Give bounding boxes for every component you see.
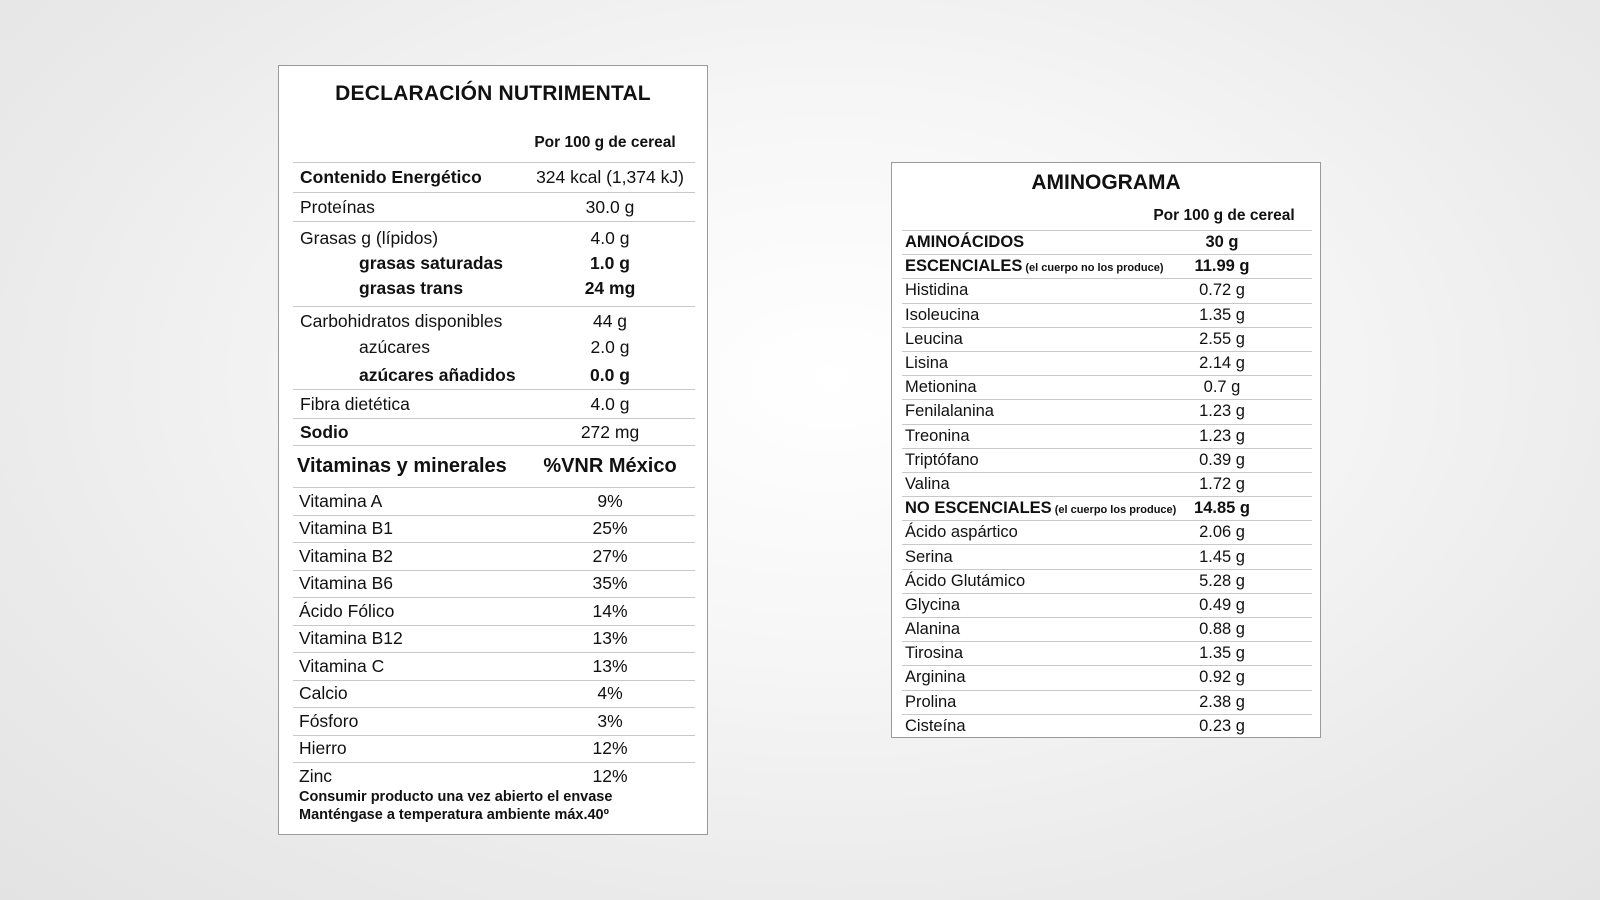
storage-note: Manténgase a temperatura ambiente máx.40º	[299, 807, 609, 823]
carbs-label: Carbohidratos disponibles	[300, 310, 503, 331]
amino-name: Cisteína	[905, 716, 966, 735]
amino-row	[902, 544, 1312, 568]
vitamin-name: Vitamina B6	[299, 573, 394, 594]
non-essential-header-value: 14.85 g	[1194, 499, 1250, 518]
vitamin-row	[293, 625, 695, 653]
protein-label: Proteínas	[300, 196, 375, 217]
vitamins-header-label: Vitaminas y minerales	[297, 455, 507, 477]
carbs-value: 44 g	[592, 310, 628, 331]
amino-row	[902, 327, 1312, 351]
vitamin-row	[293, 570, 695, 598]
vitamin-row	[293, 680, 695, 708]
energy-row	[293, 162, 695, 192]
amino-name: Alanina	[905, 620, 961, 639]
vitamin-name: Fósforo	[299, 710, 359, 731]
amino-name: Tirosina	[905, 644, 964, 663]
vitamin-row	[293, 515, 695, 543]
vitamin-row	[293, 597, 695, 625]
amino-value: 0.49 g	[1199, 595, 1245, 614]
amino-name: Metionina	[905, 378, 977, 397]
essential-header-row	[902, 254, 1312, 278]
amino-value: 2.14 g	[1199, 354, 1245, 373]
vitamin-row	[293, 652, 695, 680]
amino-name: Prolina	[905, 692, 957, 711]
trans-fats-value: 24 mg	[584, 278, 636, 298]
amino-name: Valina	[905, 474, 950, 493]
vitamin-name: Vitamina B1	[299, 518, 394, 539]
energy-label: Contenido Energético	[300, 167, 482, 187]
amino-row	[902, 641, 1312, 665]
fiber-label: Fibra dietética	[300, 393, 410, 414]
vitamin-row	[293, 707, 695, 735]
vitamin-name: Vitamina C	[299, 655, 385, 676]
amino-value: 2.38 g	[1199, 692, 1245, 711]
amino-name: Arginina	[905, 668, 966, 687]
amino-value: 1.35 g	[1199, 305, 1245, 324]
sugars-row	[293, 334, 695, 361]
vitamin-value: 13%	[592, 655, 628, 676]
amino-name: Fenilalanina	[905, 402, 994, 421]
amino-name: Ácido aspártico	[905, 523, 1018, 542]
fats-value: 4.0 g	[590, 228, 630, 248]
vitamins-header-row	[293, 445, 695, 487]
fats-row	[293, 226, 695, 251]
vitamin-value: 12%	[592, 738, 628, 759]
fats-label: Grasas g (lípidos)	[300, 228, 439, 248]
saturated-fats-row	[293, 251, 695, 276]
essential-header-value: 11.99 g	[1194, 257, 1250, 276]
amino-row	[902, 569, 1312, 593]
carbs-row	[293, 308, 695, 334]
sugars-label: azúcares	[359, 337, 431, 357]
vitamin-value: 13%	[592, 628, 628, 649]
protein-value: 30.0 g	[585, 196, 635, 217]
non-essential-header-row	[902, 496, 1312, 520]
amino-value: 0.39 g	[1199, 450, 1245, 469]
vitamin-value: 12%	[592, 765, 628, 786]
amino-value: 0.7 g	[1203, 378, 1241, 397]
amino-name: Leucina	[905, 329, 963, 348]
amino-value: 1.35 g	[1199, 644, 1245, 663]
amino-total-row	[902, 230, 1312, 254]
nutrition-facts-panel	[278, 65, 708, 835]
vitamin-row	[293, 762, 695, 790]
carbs-group	[293, 306, 695, 389]
nutrition-title: DECLARACIÓN NUTRIMENTAL	[335, 82, 651, 105]
amino-row	[902, 472, 1312, 496]
amino-value: 0.88 g	[1199, 620, 1245, 639]
vitamin-name: Zinc	[299, 765, 333, 786]
aminogram-column-header: Por 100 g de cereal	[1153, 207, 1295, 224]
amino-name: Serina	[905, 547, 953, 566]
sodium-row	[293, 418, 695, 445]
amino-row	[902, 520, 1312, 544]
amino-row	[902, 351, 1312, 375]
vitamins-list	[293, 487, 695, 790]
amino-total-value: 30 g	[1205, 233, 1239, 252]
amino-value: 1.23 g	[1199, 402, 1245, 421]
storage-note: Consumir producto una vez abierto el envase	[299, 789, 613, 805]
fats-group	[293, 221, 695, 306]
amino-row	[902, 448, 1312, 472]
amino-row	[902, 690, 1312, 714]
amino-row	[902, 665, 1312, 689]
vitamin-name: Vitamina B12	[299, 628, 403, 649]
vitamin-row	[293, 735, 695, 763]
amino-value: 2.06 g	[1199, 523, 1245, 542]
aminogram-title: AMINOGRAMA	[1031, 171, 1181, 194]
amino-row	[902, 375, 1312, 399]
aminogram-table	[902, 230, 1312, 738]
aminogram-panel	[891, 162, 1321, 738]
nutrition-table	[293, 162, 695, 790]
protein-row	[293, 192, 695, 221]
amino-name: Glycina	[905, 595, 961, 614]
fiber-value: 4.0 g	[590, 393, 630, 414]
storage-notes	[299, 788, 612, 824]
vitamin-name: Hierro	[299, 738, 347, 759]
vitamin-value: 25%	[592, 518, 628, 539]
vitamin-value: 9%	[597, 490, 623, 511]
amino-total-label: AMINOÁCIDOS	[905, 233, 1025, 252]
added-sugars-row	[293, 361, 695, 389]
vitamin-name: Vitamina A	[299, 490, 383, 511]
amino-value: 0.72 g	[1199, 281, 1245, 300]
saturated-fats-value: 1.0 g	[590, 253, 630, 273]
added-sugars-label: azúcares añadidos	[359, 364, 516, 385]
amino-value: 0.23 g	[1199, 716, 1245, 735]
amino-row	[902, 424, 1312, 448]
vitamin-value: 3%	[597, 710, 623, 731]
amino-name: Lisina	[905, 354, 949, 373]
amino-value: 0.92 g	[1199, 668, 1245, 687]
amino-name: Ácido Glutámico	[905, 571, 1026, 590]
sodium-value: 272 mg	[580, 421, 640, 442]
energy-value: 324 kcal (1,374 kJ)	[536, 167, 684, 187]
amino-value: 1.23 g	[1199, 426, 1245, 445]
vitamin-value: 4%	[597, 683, 623, 704]
amino-name: Treonina	[905, 426, 970, 445]
saturated-fats-label: grasas saturadas	[359, 253, 503, 273]
vitamin-row	[293, 542, 695, 570]
amino-value: 1.72 g	[1199, 474, 1245, 493]
added-sugars-value: 0.0 g	[590, 364, 630, 385]
amino-value: 5.28 g	[1199, 571, 1245, 590]
amino-name: Isoleucina	[905, 305, 980, 324]
essential-header-note: (el cuerpo no los produce)	[1025, 262, 1164, 275]
non-essential-header-note: (el cuerpo los produce)	[1054, 504, 1177, 517]
vitamin-value: 27%	[592, 545, 628, 566]
amino-row	[902, 617, 1312, 641]
amino-row	[902, 278, 1312, 302]
vitamin-name: Vitamina B2	[299, 545, 394, 566]
amino-row	[902, 303, 1312, 327]
essential-header-label: ESCENCIALES	[905, 257, 1023, 276]
vitamin-value: 35%	[592, 573, 628, 594]
vitamin-value: 14%	[592, 600, 628, 621]
vitamins-header-value: %VNR México	[543, 455, 677, 477]
sugars-value: 2.0 g	[590, 337, 630, 357]
amino-name: Histidina	[905, 281, 969, 300]
sodium-label: Sodio	[300, 421, 349, 442]
amino-row	[902, 399, 1312, 423]
trans-fats-row	[293, 276, 695, 301]
nutrition-column-header: Por 100 g de cereal	[534, 134, 676, 151]
vitamin-name: Calcio	[299, 683, 348, 704]
trans-fats-label: grasas trans	[359, 278, 464, 298]
amino-value: 2.55 g	[1199, 329, 1245, 348]
amino-value: 1.45 g	[1199, 547, 1245, 566]
non-essential-header-label: NO ESCENCIALES	[905, 499, 1052, 518]
vitamin-row	[293, 487, 695, 515]
amino-name: Triptófano	[905, 450, 979, 469]
amino-row	[902, 593, 1312, 617]
fiber-row	[293, 389, 695, 418]
vitamin-name: Ácido Fólico	[299, 600, 395, 621]
amino-row	[902, 714, 1312, 738]
